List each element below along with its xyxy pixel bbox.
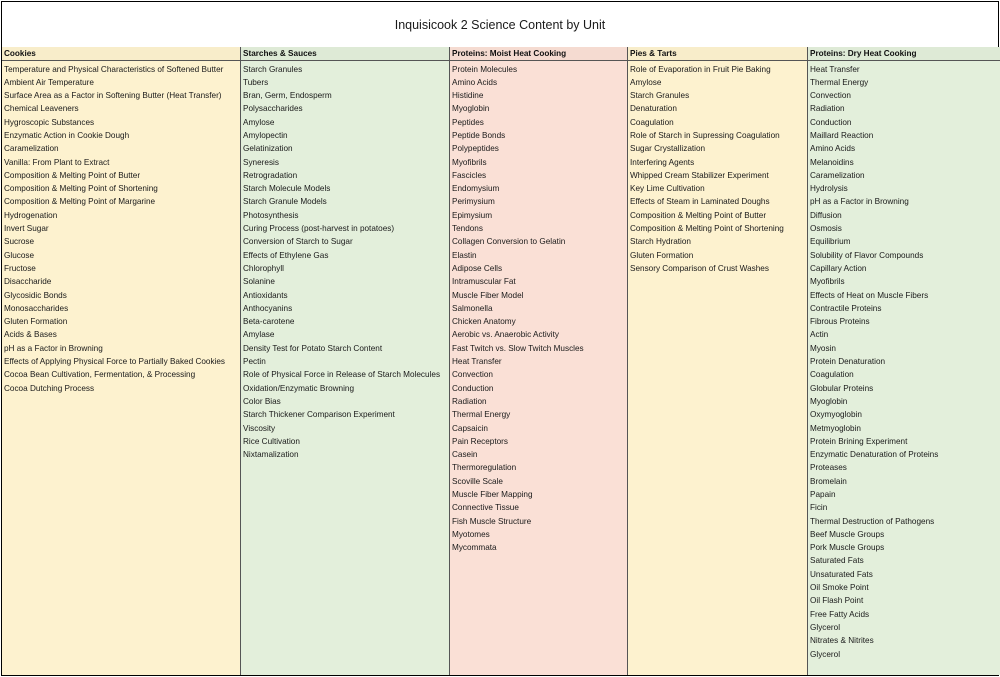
- list-item: Conduction: [810, 117, 852, 127]
- list-item: Polysaccharides: [243, 104, 303, 114]
- item-list: [808, 61, 1000, 661]
- list-item: Bran, Germ, Endosperm: [243, 91, 332, 101]
- item-list: [2, 61, 240, 395]
- list-item: Sugar Crystallization: [630, 144, 706, 154]
- list-item: Oil Smoke Point: [810, 583, 869, 593]
- list-item: Connective Tissue: [452, 503, 519, 513]
- list-item: Pork Muscle Groups: [810, 543, 885, 553]
- item-list: [450, 61, 627, 554]
- column-header: Cookies: [2, 47, 240, 61]
- list-item: Solanine: [243, 277, 275, 287]
- list-item: Conversion of Starch to Sugar: [243, 237, 353, 247]
- column-header: Proteins: Dry Heat Cooking: [808, 47, 1000, 61]
- list-item: Anthocyanins: [243, 303, 293, 313]
- list-item: Nitrates & Nitrites: [810, 636, 874, 646]
- list-item: Myosin: [810, 343, 836, 353]
- list-item: Hydrolysis: [810, 184, 848, 194]
- list-item: Mycommata: [452, 543, 497, 553]
- list-item: Antioxidants: [243, 290, 288, 300]
- list-item: Composition & Melting Point of Butter: [630, 210, 767, 220]
- list-item: Fibrous Proteins: [810, 317, 870, 327]
- list-item: Perimysium: [452, 197, 495, 207]
- item-list: [628, 61, 807, 275]
- list-item: Disaccharide: [4, 277, 52, 287]
- list-item: Amino Acids: [452, 77, 498, 87]
- list-item: Coagulation: [630, 117, 674, 127]
- list-item: Myoglobin: [810, 396, 848, 406]
- list-item: Invert Sugar: [4, 224, 49, 234]
- list-item: Fructose: [4, 263, 36, 273]
- list-item: Effects of Applying Physical Force to Partially Baked Cookies: [4, 357, 226, 367]
- list-item: Gluten Formation: [630, 250, 694, 260]
- list-item: Thermal Destruction of Pathogens: [810, 516, 935, 526]
- list-item: Aerobic vs. Anaerobic Activity: [452, 330, 559, 340]
- list-item: Myoglobin: [452, 104, 490, 114]
- list-item: Tubers: [243, 77, 269, 87]
- list-item: Effects of Steam in Laminated Doughs: [630, 197, 770, 207]
- list-item: Chlorophyll: [243, 263, 284, 273]
- list-item: Glycerol: [810, 649, 841, 659]
- list-item: Acids & Bases: [4, 330, 57, 340]
- list-item: Caramelization: [810, 170, 865, 180]
- list-item: Color Bias: [243, 396, 281, 406]
- list-item: Role of Starch in Supressing Coagulation: [630, 130, 780, 140]
- list-item: Convection: [452, 370, 493, 380]
- list-item: Proteases: [810, 463, 847, 473]
- list-item: Glycerol: [810, 622, 841, 632]
- list-item: Thermal Energy: [452, 410, 511, 420]
- list-item: Amylase: [243, 330, 275, 340]
- item-list: [241, 61, 449, 461]
- list-item: Epimysium: [452, 210, 493, 220]
- list-item: Starch Granules: [243, 64, 303, 74]
- list-item: Denaturation: [630, 104, 677, 114]
- list-item: Tendons: [452, 224, 483, 234]
- list-item: Polypeptides: [452, 144, 499, 154]
- list-item: Unsaturated Fats: [810, 569, 873, 579]
- column-proteins-dry-heat: [808, 47, 1000, 675]
- list-item: Role of Evaporation in Fruit Pie Baking: [630, 64, 771, 74]
- list-item: Rice Cultivation: [243, 436, 300, 446]
- list-item: Endomysium: [452, 184, 500, 194]
- column-cookies: [2, 47, 241, 675]
- list-item: Myofibrils: [810, 277, 845, 287]
- list-item: Composition & Melting Point of Margarine: [4, 197, 156, 207]
- list-item: Composition & Melting Point of Shortening: [4, 184, 158, 194]
- column-proteins-moist-heat: [450, 47, 628, 675]
- list-item: Heat Transfer: [452, 357, 502, 367]
- list-item: Pectin: [243, 357, 266, 367]
- list-item: Retrogradation: [243, 170, 298, 180]
- list-item: pH as a Factor in Browning: [810, 197, 909, 207]
- list-item: Oxidation/Enzymatic Browning: [243, 383, 355, 393]
- list-item: Actin: [810, 330, 829, 340]
- list-item: Salmonella: [452, 303, 493, 313]
- list-item: Bromelain: [810, 476, 847, 486]
- list-item: Sucrose: [4, 237, 35, 247]
- list-item: Key Lime Cultivation: [630, 184, 705, 194]
- list-item: Coagulation: [810, 370, 854, 380]
- list-item: Surface Area as a Factor in Softening Butter (Heat Transfer): [4, 91, 222, 101]
- list-item: Equilibrium: [810, 237, 851, 247]
- list-item: Nixtamalization: [243, 450, 299, 460]
- list-item: Composition & Melting Point of Shortening: [630, 224, 784, 234]
- list-item: Role of Physical Force in Release of Starch Molecules: [243, 370, 441, 380]
- list-item: Starch Granule Models: [243, 197, 327, 207]
- list-item: Fast Twitch vs. Slow Twitch Muscles: [452, 343, 584, 353]
- list-item: Protein Molecules: [452, 64, 518, 74]
- list-item: Scoville Scale: [452, 476, 503, 486]
- list-item: Effects of Heat on Muscle Fibers: [810, 290, 929, 300]
- list-item: Starch Thickener Comparison Experiment: [243, 410, 395, 420]
- list-item: Intramuscular Fat: [452, 277, 516, 287]
- list-item: Convection: [810, 91, 851, 101]
- list-item: Oxymyoglobin: [810, 410, 862, 420]
- list-item: Starch Granules: [630, 91, 690, 101]
- list-item: Syneresis: [243, 157, 279, 167]
- list-item: Melanoidins: [810, 157, 854, 167]
- list-item: Beef Muscle Groups: [810, 529, 885, 539]
- list-item: Caramelization: [4, 144, 59, 154]
- list-item: Ambient Air Temperature: [4, 77, 94, 87]
- table-title: Inquisicook 2 Science Content by Unit: [2, 2, 998, 48]
- list-item: Enzymatic Action in Cookie Dough: [4, 130, 130, 140]
- list-item: Interfering Agents: [630, 157, 695, 167]
- list-item: Myofibrils: [452, 157, 487, 167]
- list-item: Starch Molecule Models: [243, 184, 331, 194]
- list-item: Contractile Proteins: [810, 303, 882, 313]
- column-pies-tarts: [628, 47, 808, 675]
- list-item: Thermal Energy: [810, 77, 869, 87]
- column-header: Proteins: Moist Heat Cooking: [450, 47, 627, 61]
- list-item: Hydrogenation: [4, 210, 58, 220]
- list-item: Fish Muscle Structure: [452, 516, 532, 526]
- list-item: Diffusion: [810, 210, 842, 220]
- list-item: Muscle Fiber Model: [452, 290, 524, 300]
- list-item: Amino Acids: [810, 144, 856, 154]
- column-starches-sauces: [241, 47, 450, 675]
- list-item: Saturated Fats: [810, 556, 864, 566]
- list-item: Chicken Anatomy: [452, 317, 516, 327]
- list-item: Protein Brining Experiment: [810, 436, 908, 446]
- list-item: Radiation: [452, 396, 487, 406]
- list-item: Monosaccharides: [4, 303, 69, 313]
- list-item: Globular Proteins: [810, 383, 874, 393]
- list-item: Vanilla: From Plant to Extract: [4, 157, 110, 167]
- content-table: [1, 1, 999, 676]
- list-item: Metmyoglobin: [810, 423, 861, 433]
- list-item: Enzymatic Denaturation of Proteins: [810, 450, 939, 460]
- list-item: Myotomes: [452, 529, 490, 539]
- list-item: Fascicles: [452, 170, 487, 180]
- list-item: Curing Process (post-harvest in potatoes): [243, 224, 395, 234]
- list-item: Adipose Cells: [452, 263, 503, 273]
- list-item: Peptides: [452, 117, 484, 127]
- list-item: Heat Transfer: [810, 64, 860, 74]
- list-item: Cocoa Dutching Process: [4, 383, 95, 393]
- list-item: Glycosidic Bonds: [4, 290, 67, 300]
- list-item: pH as a Factor in Browning: [4, 343, 103, 353]
- list-item: Thermoregulation: [452, 463, 517, 473]
- list-item: Oil Flash Point: [810, 596, 864, 606]
- list-item: Glucose: [4, 250, 35, 260]
- list-item: Photosynthesis: [243, 210, 299, 220]
- list-item: Composition & Melting Point of Butter: [4, 170, 141, 180]
- list-item: Gluten Formation: [4, 317, 68, 327]
- list-item: Effects of Ethylene Gas: [243, 250, 329, 260]
- list-item: Hygroscopic Substances: [4, 117, 95, 127]
- list-item: Muscle Fiber Mapping: [452, 490, 533, 499]
- list-item: Gelatinization: [243, 144, 293, 154]
- list-item: Peptide Bonds: [452, 130, 506, 140]
- list-item: Sensory Comparison of Crust Washes: [630, 263, 769, 273]
- list-item: Osmosis: [810, 224, 842, 234]
- list-item: Chemical Leaveners: [4, 104, 79, 114]
- list-item: Amylose: [630, 77, 662, 87]
- list-item: Papain: [810, 490, 836, 499]
- list-item: Amylose: [243, 117, 275, 127]
- list-item: Solubility of Flavor Compounds: [810, 250, 924, 260]
- list-item: Whipped Cream Stabilizer Experiment: [630, 170, 769, 180]
- column-header: Starches & Sauces: [241, 47, 449, 61]
- list-item: Casein: [452, 450, 478, 460]
- list-item: Protein Denaturation: [810, 357, 886, 367]
- list-item: Capsaicin: [452, 423, 488, 433]
- list-item: Beta-carotene: [243, 317, 295, 327]
- list-item: Density Test for Potato Starch Content: [243, 343, 383, 353]
- column-header: Pies & Tarts: [628, 47, 807, 61]
- list-item: Conduction: [452, 383, 494, 393]
- list-item: Maillard Reaction: [810, 130, 874, 140]
- list-item: Viscosity: [243, 423, 276, 433]
- list-item: Radiation: [810, 104, 845, 114]
- list-item: Cocoa Bean Cultivation, Fermentation, & Processing: [4, 370, 196, 380]
- list-item: Capillary Action: [810, 263, 867, 273]
- list-item: Temperature and Physical Characteristics of Softened Butter: [4, 64, 224, 74]
- list-item: Amylopectin: [243, 130, 288, 140]
- list-item: Free Fatty Acids: [810, 609, 870, 619]
- list-item: Elastin: [452, 250, 477, 260]
- list-item: Histidine: [452, 91, 484, 101]
- list-item: Starch Hydration: [630, 237, 691, 247]
- list-item: Collagen Conversion to Gelatin: [452, 237, 566, 247]
- list-item: Pain Receptors: [452, 436, 508, 446]
- list-item: Ficin: [810, 503, 828, 513]
